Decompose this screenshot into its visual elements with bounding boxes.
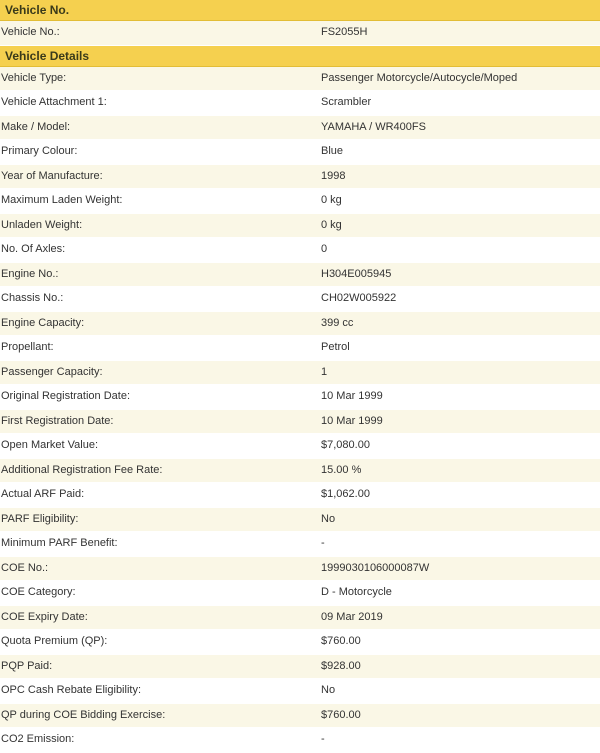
field-label: Propellant: [1, 341, 54, 353]
field-value: D - Motorcycle [321, 586, 392, 598]
field-value: - [321, 537, 325, 549]
field-value: No [321, 512, 336, 525]
section-header-vehicle-no: Vehicle No. [0, 0, 600, 21]
field-label: Actual ARF Paid: [1, 488, 85, 500]
field-value: CH02W005922 [321, 292, 397, 304]
field-value: Petrol [321, 341, 350, 353]
field-value: $760.00 [321, 708, 361, 721]
field-value: - [321, 733, 325, 745]
field-label: PQP Paid: [1, 659, 53, 672]
table-row [0, 165, 600, 190]
field-label: Vehicle No.: [1, 26, 60, 38]
field-value: H304E005945 [321, 267, 392, 280]
table-row [0, 238, 600, 263]
field-label: Primary Colour: [1, 145, 78, 157]
field-value: 09 Mar 2019 [321, 610, 383, 623]
table-row [0, 655, 600, 680]
table-row [0, 116, 600, 141]
field-value: No [321, 684, 336, 696]
table-row [0, 557, 600, 582]
field-label: QP during COE Bidding Exercise: [1, 708, 166, 721]
field-label: First Registration Date: [1, 414, 114, 427]
table-row [0, 508, 600, 533]
field-label: Passenger Capacity: [1, 365, 103, 378]
field-value: 10 Mar 1999 [321, 390, 383, 402]
field-label: Unladen Weight: [1, 218, 83, 231]
table-row [0, 140, 600, 165]
table-row [0, 67, 600, 92]
field-label: OPC Cash Rebate Eligibility: [1, 684, 142, 696]
table-row [0, 189, 600, 214]
table-row [0, 214, 600, 239]
section-header-vehicle-details: Vehicle Details [0, 46, 600, 67]
field-value: 0 kg [321, 194, 342, 206]
field-label: Make / Model: [1, 120, 71, 133]
field-label: Maximum Laden Weight: [1, 194, 123, 206]
table-row [0, 263, 600, 288]
field-value: FS2055H [321, 26, 368, 38]
field-value: Scrambler [321, 96, 372, 108]
field-value: 399 cc [321, 316, 354, 329]
field-label: No. Of Axles: [1, 243, 66, 255]
field-value: Blue [321, 145, 344, 157]
field-label: Original Registration Date: [1, 390, 131, 402]
field-value: 0 kg [321, 218, 342, 231]
field-value: 15.00 % [321, 463, 362, 476]
field-label: CO2 Emission: [1, 733, 75, 745]
table-row [0, 728, 600, 753]
table-row [0, 581, 600, 606]
table-row [0, 91, 600, 116]
field-label: Engine No.: [1, 267, 59, 280]
field-label: Minimum PARF Benefit: [1, 537, 118, 549]
field-label: Engine Capacity: [1, 316, 85, 329]
field-label: Year of Manufacture: [1, 169, 103, 182]
field-value: $1,062.00 [321, 488, 370, 500]
table-row [0, 361, 600, 386]
field-value: Passenger Motorcycle/Autocycle/Moped [321, 71, 518, 84]
field-label: Quota Premium (QP): [1, 635, 108, 647]
field-label: Additional Registration Fee Rate: [1, 463, 163, 476]
field-value: YAMAHA / WR400FS [321, 120, 426, 133]
table-row [0, 483, 600, 508]
field-value: 1999030106000087W [321, 561, 430, 574]
field-label: Vehicle Type: [1, 71, 67, 84]
table-row [0, 336, 600, 361]
field-value: 1998 [321, 169, 346, 182]
field-label: Chassis No.: [1, 292, 64, 304]
field-label: COE Category: [1, 586, 76, 598]
table-row [0, 630, 600, 655]
field-label: Vehicle Attachment 1: [1, 96, 107, 108]
table-row [0, 287, 600, 312]
field-value: 0 [321, 243, 328, 255]
field-label: COE Expiry Date: [1, 610, 88, 623]
table-row [0, 532, 600, 557]
table-row [0, 385, 600, 410]
field-label: Open Market Value: [1, 439, 99, 451]
table-row [0, 704, 600, 729]
table-row [0, 312, 600, 337]
table-row [0, 679, 600, 704]
field-value: $760.00 [321, 635, 361, 647]
field-label: PARF Eligibility: [1, 512, 79, 525]
table-row [0, 21, 600, 46]
field-label: COE No.: [1, 561, 49, 574]
field-value: $7,080.00 [321, 439, 370, 451]
field-value: $928.00 [321, 659, 361, 672]
table-row [0, 606, 600, 631]
table-row [0, 410, 600, 435]
field-value: 10 Mar 1999 [321, 414, 383, 427]
table-row [0, 459, 600, 484]
table-row [0, 434, 600, 459]
field-value: 1 [321, 365, 328, 378]
